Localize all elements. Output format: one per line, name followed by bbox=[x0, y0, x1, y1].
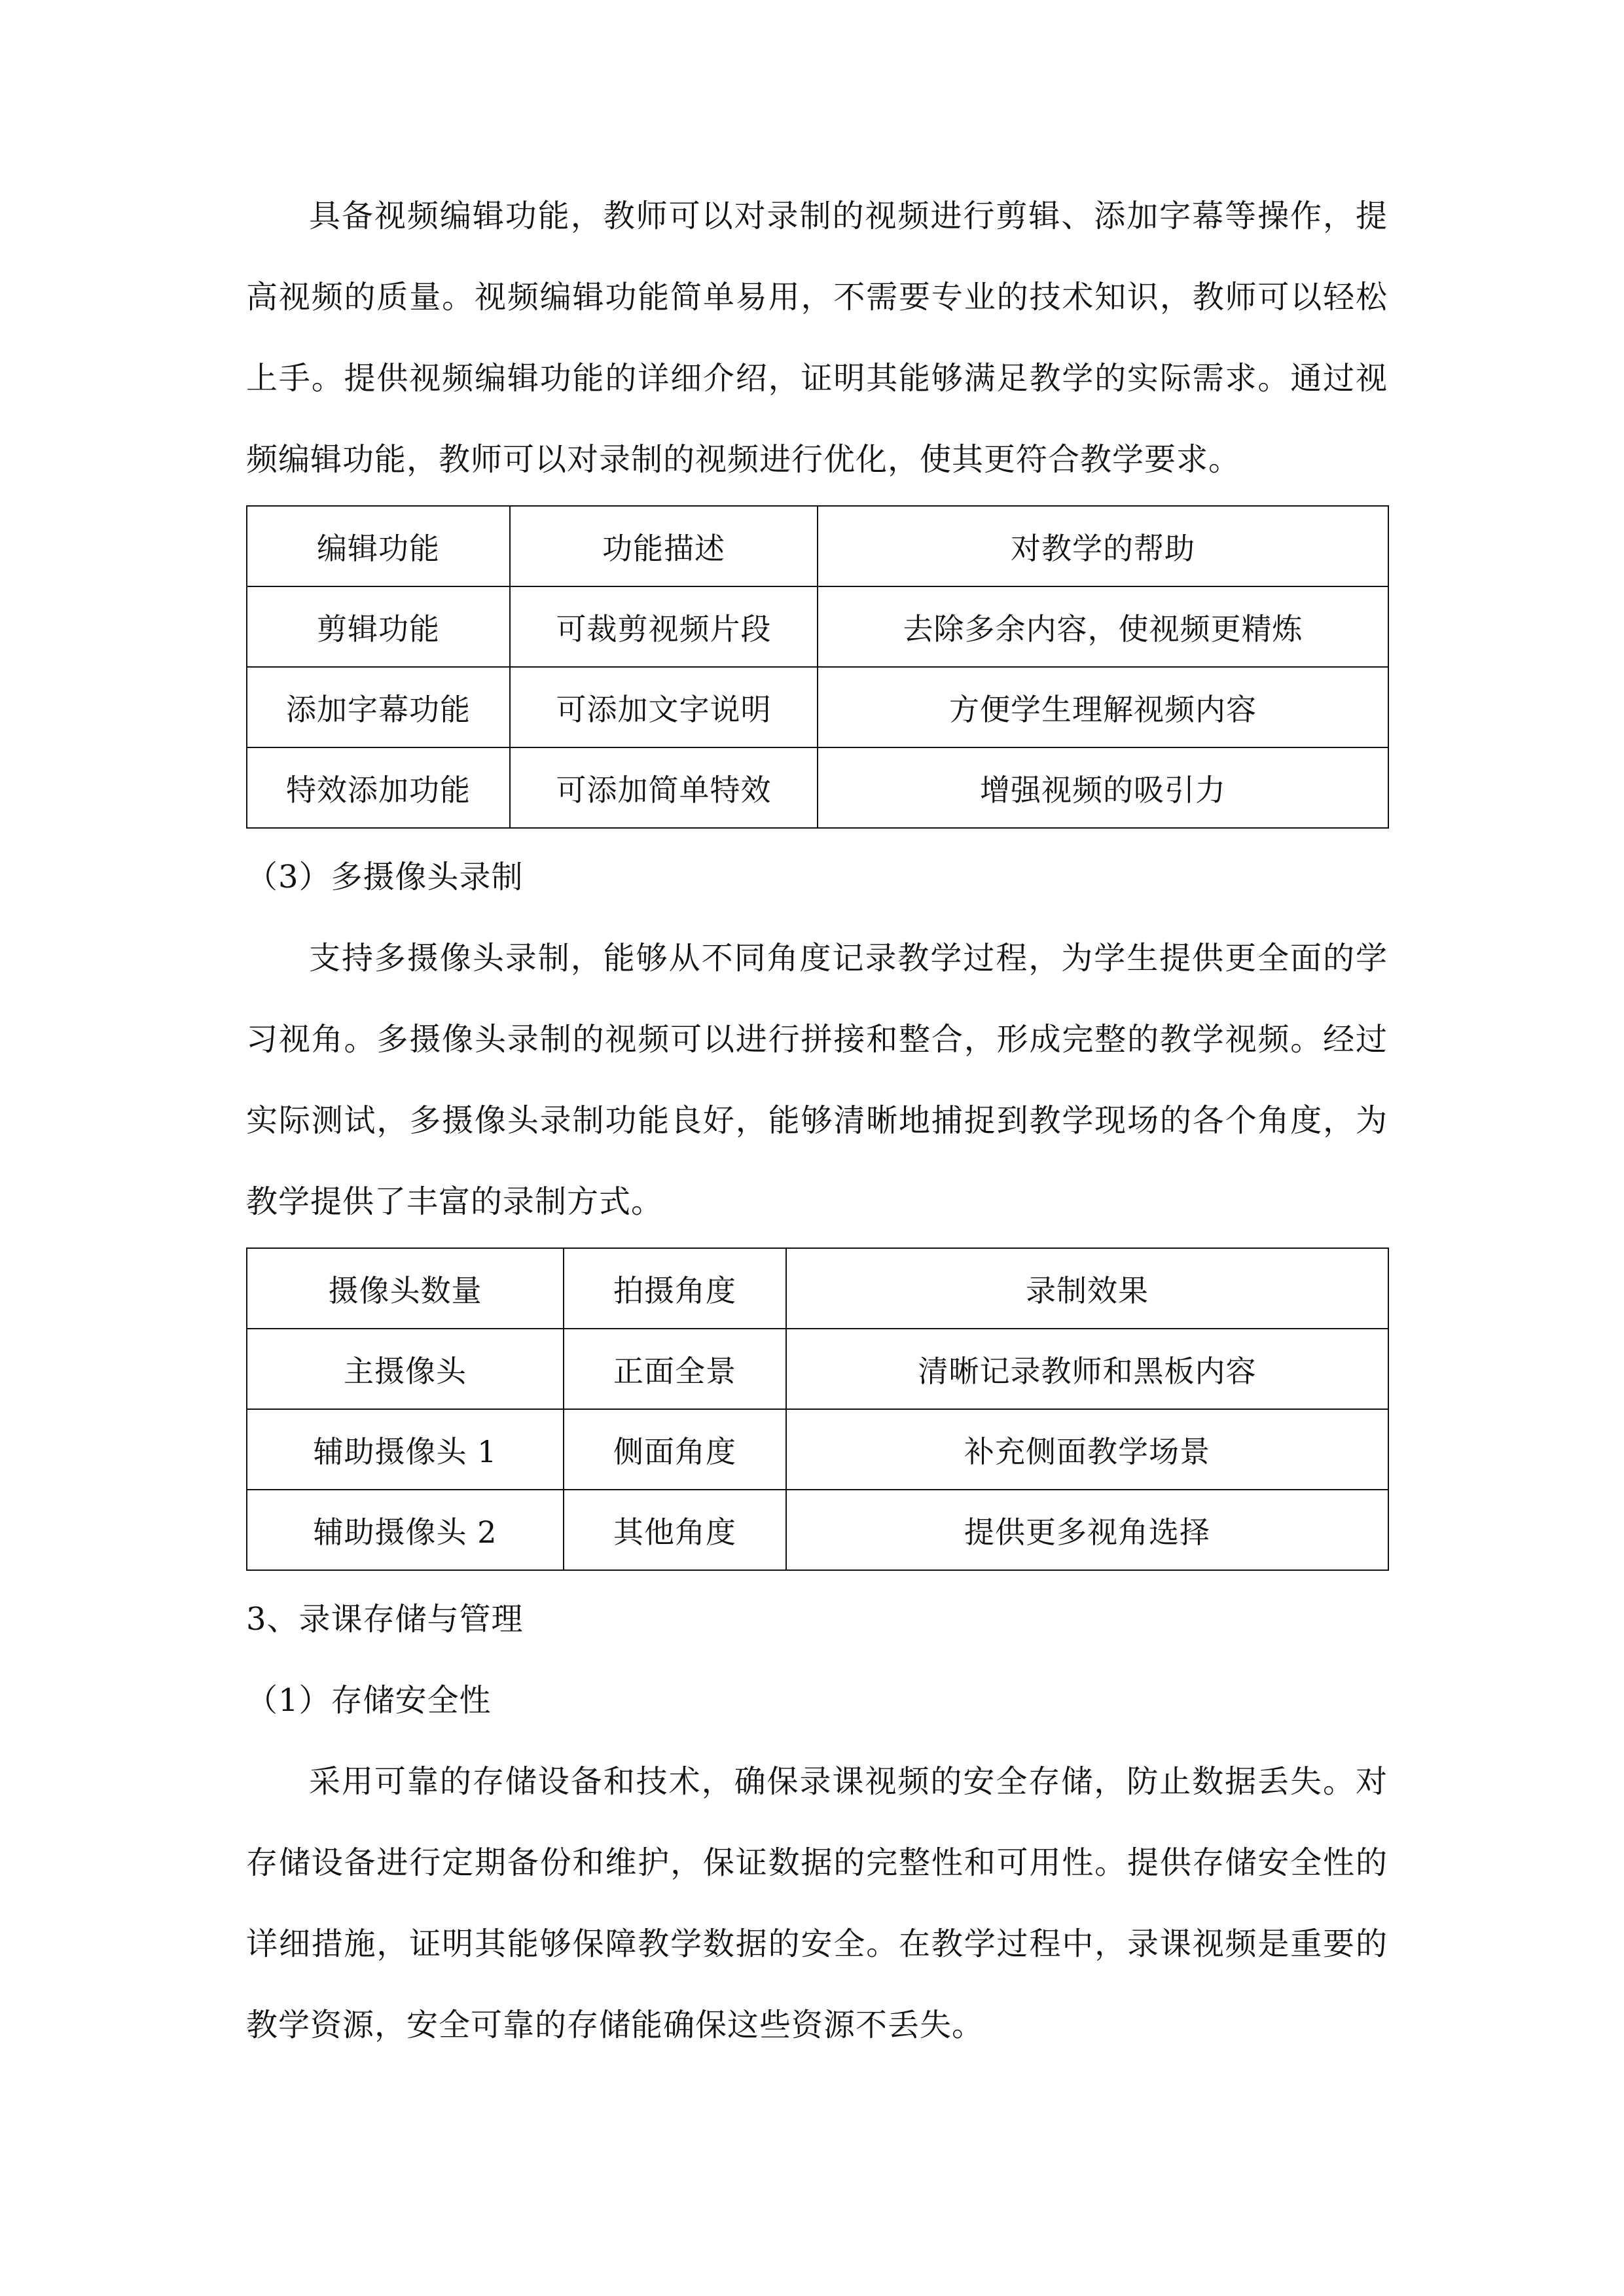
table-cell: 可添加简单特效 bbox=[510, 747, 818, 828]
table-row bbox=[247, 1329, 1388, 1409]
table-cell: 提供更多视角选择 bbox=[786, 1490, 1388, 1570]
table-row bbox=[247, 747, 1388, 828]
paragraph-storage-safety: 采用可靠的存储设备和技术，确保录课视频的安全存储，防止数据丢失。对存储设备进行定期备份和维护，保证数据的完整性和可用性。提供存储安全性的详细措施，证明其能够保障教学数据的安全。在教学过程中，录课视频是重要的教学资源，安全可靠的存储能确保这些资源不丢失。 bbox=[246, 1763, 1388, 2043]
table-cell: 补充侧面教学场景 bbox=[786, 1409, 1388, 1490]
table-header-cell: 功能描述 bbox=[510, 506, 818, 586]
table-cell: 主摄像头 bbox=[247, 1329, 564, 1409]
table-header-cell: 摄像头数量 bbox=[247, 1248, 564, 1329]
table-cell: 去除多余内容，使视频更精炼 bbox=[818, 586, 1388, 667]
table-header-cell: 编辑功能 bbox=[247, 506, 510, 586]
table-cell: 添加字幕功能 bbox=[247, 667, 510, 747]
table-row bbox=[247, 1409, 1388, 1490]
table-header-cell: 对教学的帮助 bbox=[818, 506, 1388, 586]
table-header-cell: 拍摄角度 bbox=[564, 1248, 786, 1329]
table-cell: 增强视频的吸引力 bbox=[818, 747, 1388, 828]
table-cell: 可添加文字说明 bbox=[510, 667, 818, 747]
table-cell: 辅助摄像头 1 bbox=[247, 1409, 564, 1490]
paragraph-video-editing: 具备视频编辑功能，教师可以对录制的视频进行剪辑、添加字幕等操作，提高视频的质量。视频编辑功能简单易用，不需要专业的技术知识，教师可以轻松上手。提供视频编辑功能的详细介绍，证明其能够满足教学的实际需求。通过视频编辑功能，教师可以对录制的视频进行优化，使其更符合教学要求。 bbox=[246, 198, 1388, 478]
table-cell: 可裁剪视频片段 bbox=[510, 586, 818, 667]
table-row bbox=[247, 586, 1388, 667]
table-row bbox=[247, 1490, 1388, 1570]
table-cell: 清晰记录教师和黑板内容 bbox=[786, 1329, 1388, 1409]
table-cell: 其他角度 bbox=[564, 1490, 786, 1570]
table-cell: 方便学生理解视频内容 bbox=[818, 667, 1388, 747]
document-page bbox=[246, 175, 1388, 2066]
table-header-row bbox=[247, 506, 1388, 586]
editing-features-table bbox=[246, 505, 1389, 829]
table-cell: 侧面角度 bbox=[564, 1409, 786, 1490]
table-cell: 特效添加功能 bbox=[247, 747, 510, 828]
section-heading-storage-safety: （1）存储安全性 bbox=[246, 1682, 492, 1719]
table-cell: 辅助摄像头 2 bbox=[247, 1490, 564, 1570]
table-cell: 正面全景 bbox=[564, 1329, 786, 1409]
table-cell: 剪辑功能 bbox=[247, 586, 510, 667]
camera-table bbox=[246, 1247, 1389, 1571]
section-heading-storage: 3、录课存储与管理 bbox=[246, 1601, 524, 1638]
table-header-row bbox=[247, 1248, 1388, 1329]
section-heading-multi-camera: （3）多摄像头录制 bbox=[246, 859, 524, 895]
table-row bbox=[247, 667, 1388, 747]
paragraph-multi-camera: 支持多摄像头录制，能够从不同角度记录教学过程，为学生提供更全面的学习视角。多摄像头录制的视频可以进行拼接和整合，形成完整的教学视频。经过实际测试，多摄像头录制功能良好，能够清晰地捕捉到教学现场的各个角度，为教学提供了丰富的录制方式。 bbox=[246, 940, 1388, 1220]
table-header-cell: 录制效果 bbox=[786, 1248, 1388, 1329]
